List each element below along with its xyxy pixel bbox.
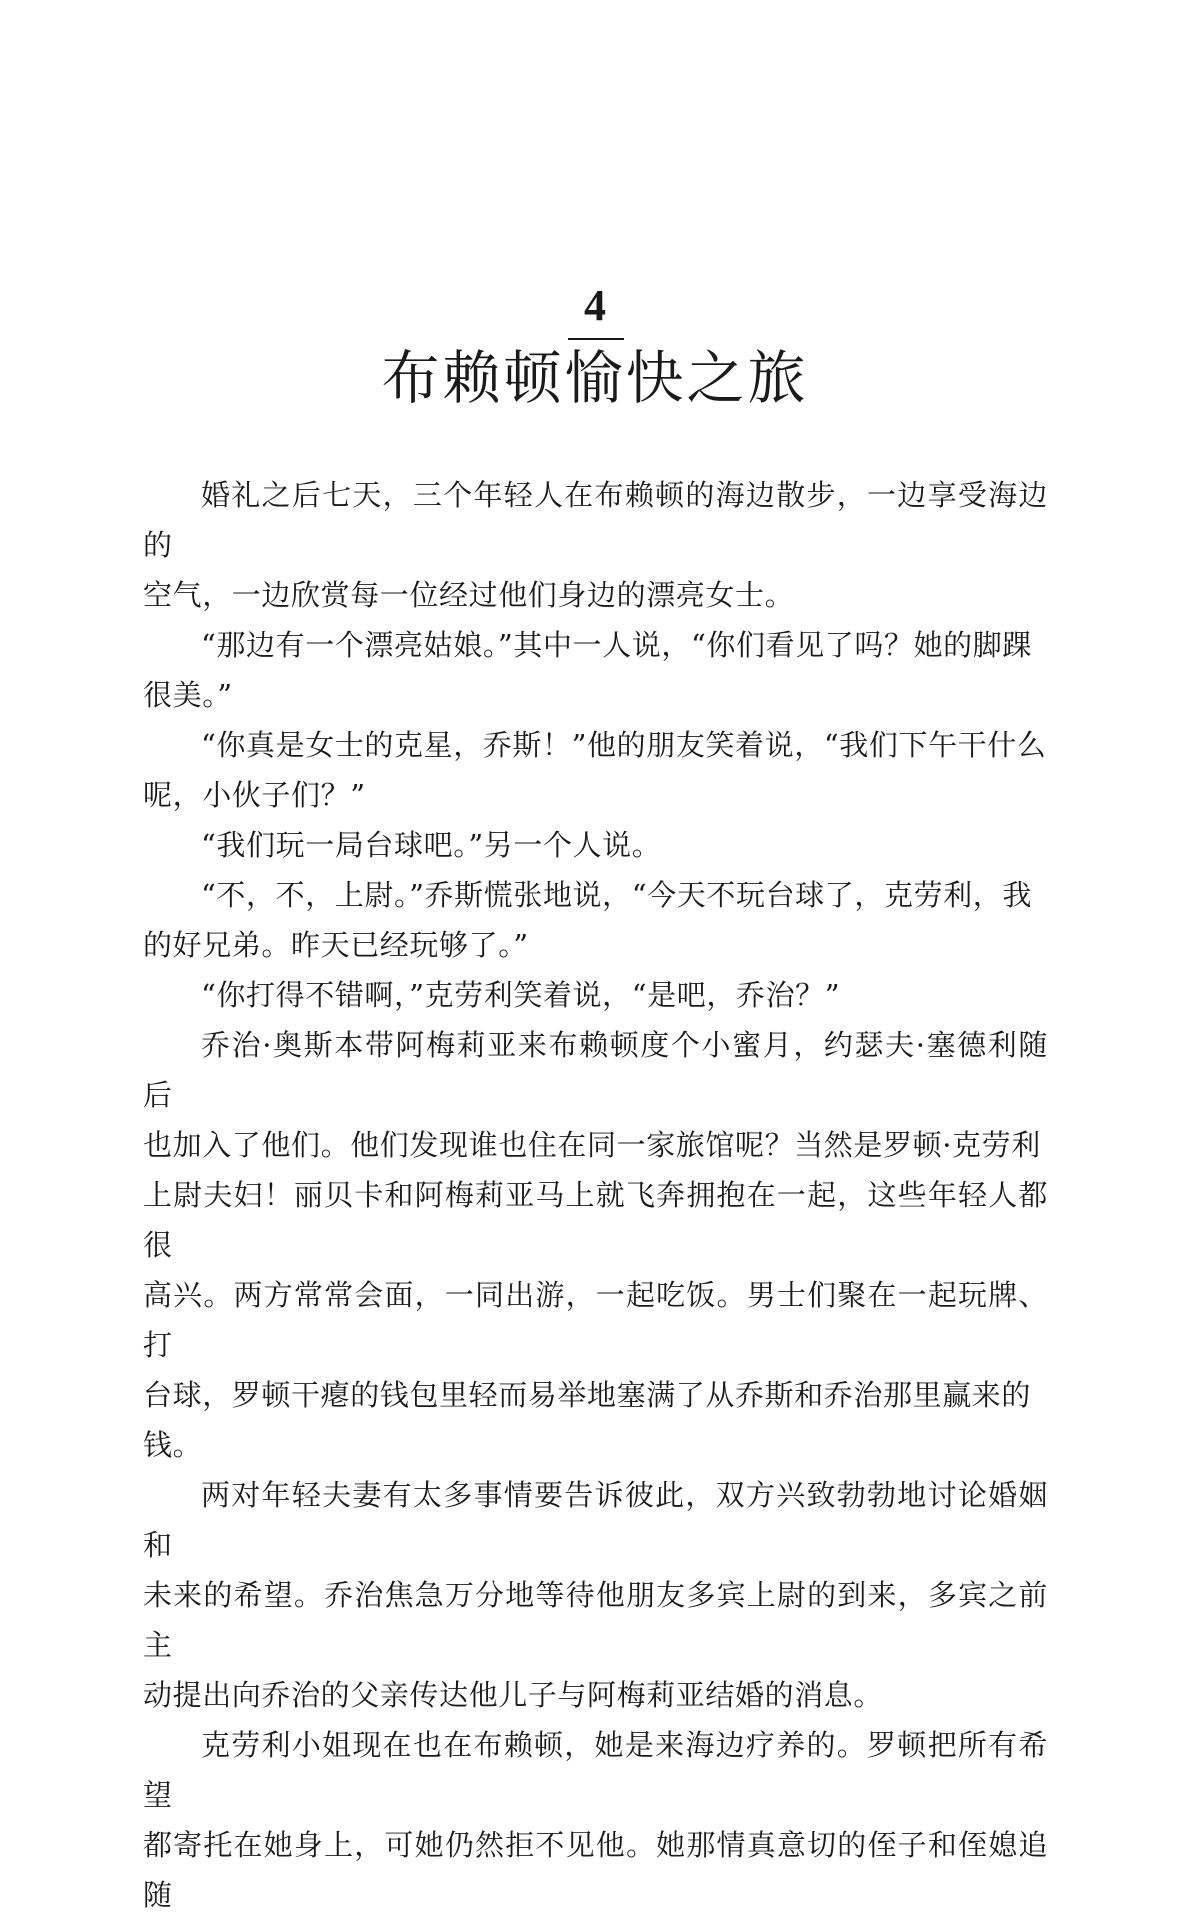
paragraph-5: “不，不，上尉。”乔斯慌张地说，“今天不玩台球了，克劳利，我 的好兄弟。昨天已经玩够了。”: [143, 878, 1032, 962]
chapter-number: 4: [584, 281, 606, 330]
paragraph-7: 乔治·奥斯本带阿梅莉亚来布赖顿度个小蜜月，约瑟夫·塞德利随后 也加入了他们。他们发现谁也住在同一家旅馆呢？当然是罗顿·克劳利 上尉夫妇！丽贝卡和阿梅莉亚马上就飞奔拥抱在一起，这些年轻人都很 高兴。两方常常会面，一同出游，一起吃饭。男士们聚在一起玩牌、打 台球，罗顿干瘪的钱包里轻而易举地塞满了从乔斯和乔治那里赢来的 钱。: [143, 1028, 1048, 1462]
paragraph-9: 克劳利小姐现在也在布赖顿，她是来海边疗养的。罗顿把所有希望 都寄托在她身上，可她仍然拒不见他。她那情真意切的侄子和侄媳追随: [143, 1728, 1048, 1912]
paragraph-3: “你真是女士的克星，乔斯！”他的朋友笑着说，“我们下午干什么 呢，小伙子们？”: [143, 728, 1047, 812]
paragraph-6: “你打得不错啊，”克劳利笑着说，“是吧，乔治？”: [201, 978, 841, 1012]
paragraph-2: “那边有一个漂亮姑娘。”其中一人说，“你们看见了吗？她的脚踝 很美。”: [143, 628, 1032, 712]
paragraph-4: “我们玩一局台球吧。”另一个人说。: [201, 828, 662, 862]
paragraph-1: 婚礼之后七天，三个年轻人在布赖顿的海边散步，一边享受海边的 空气，一边欣赏每一位经过他们身边的漂亮女士。: [143, 478, 1048, 612]
chapter-body: [143, 470, 1048, 1920]
paragraph-8: 两对年轻夫妻有太多事情要告诉彼此，双方兴致勃勃地讨论婚姻和 未来的希望。乔治焦急万分地等待他朋友多宾上尉的到来，多宾之前主 动提出向乔治的父亲传达他儿子与阿梅莉亚结婚的消息。: [143, 1478, 1048, 1712]
chapter-title: 布赖顿愉快之旅: [381, 344, 809, 412]
